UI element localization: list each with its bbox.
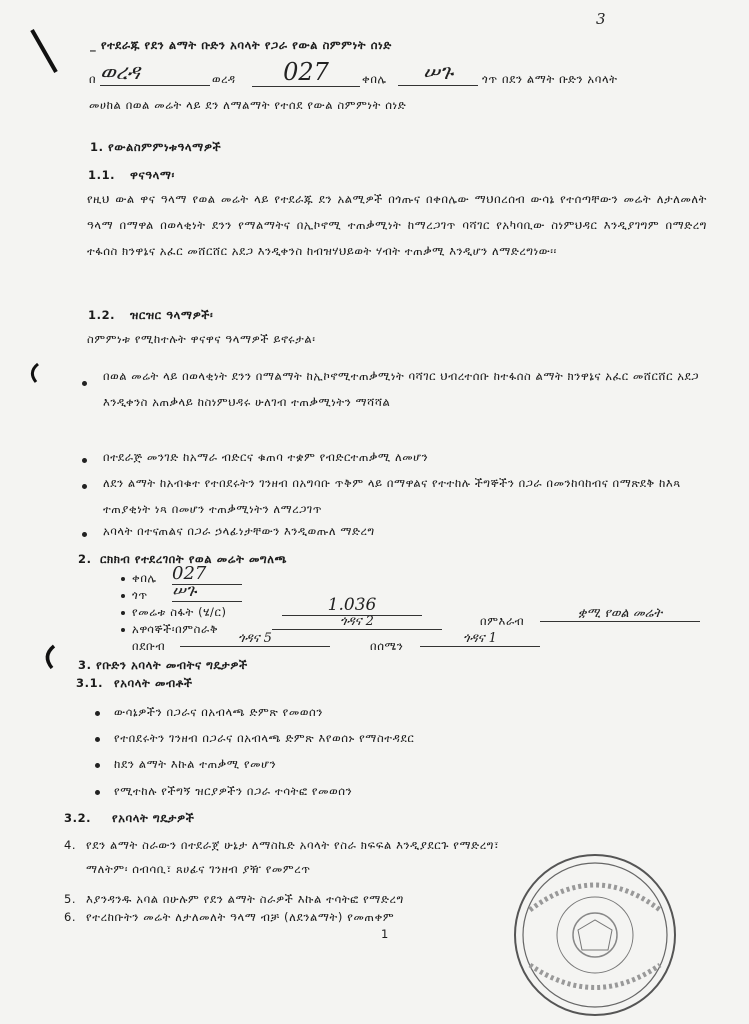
section11-title: ዋናዓላማ፡: [130, 168, 175, 182]
intro-prefix: በ: [89, 72, 97, 86]
section2-title: ርክክብ የተደረገበት የወል መሬት መግለጫ: [100, 552, 288, 566]
rights-dot-2: [95, 737, 100, 742]
s2-north-value: ጎዳና 1: [420, 631, 540, 647]
objective-bullet-3: ለደን ልማት ከአብቁተ የተበደሩትን ገንዘብ በአግባቡ ጥቅም ላይ በማዋልና የተተከሉ ችግኞችን በጋራ በመንከባከብና በማጽደቅ ከእጻ ተጠያቂነት ነጻ በመሆን ተጠቃሚነትን ለማረጋገጥ: [103, 476, 681, 516]
bullet-dot-3: [82, 484, 87, 489]
bullet-dot-4: [82, 532, 87, 537]
section5-num: 5.: [64, 892, 77, 906]
margin-paren-mark-1: [32, 364, 38, 382]
section6-num: 6.: [64, 910, 77, 924]
section4-num: 4.: [64, 838, 77, 852]
margin-slash-mark: [32, 30, 56, 72]
kebele-label: ቀበሌ: [362, 72, 387, 86]
right-item-1: ውሳኔዎችን በጋራና በአብላጫ ድምጽ የመወሰን: [114, 705, 323, 719]
rights-dot-4: [95, 790, 100, 795]
bullet-dot-1: [82, 381, 87, 386]
s2-dot-4: [121, 628, 125, 632]
page-number: 1: [381, 927, 389, 941]
section11-paragraph: የዚህ ውል ዋና ዓላማ የወል መሬት ላይ የተደራጁ ደን አልሚዎች በጎጡና በቀበሌው ማህበረሰብ ውሳኔ የተሰጣቸውን መሬት ለታለመለት ዓላማ በማዋል በወላቂነት ደንን የማልማትና በኢኮኖሚ ተጠቃሚነት ከማረጋገጥ ባሻገር የአካባቢው ስነምህዳር እንዲያገግም በማድረግ ተፋሰስ ክንዋኔና አፈር መሸርሸር አደጋ እንዲቀንስ ከብዝሃህይወት ሃብት ተጠቃሚ እንዲሆን ለማድረግነው፡፡: [87, 192, 707, 258]
bullet-dot-2: [82, 458, 87, 463]
s2-got-value: ሠጉ: [172, 581, 242, 602]
section32-num: 3.2.: [64, 811, 92, 825]
corner-page-mark: 3: [596, 10, 606, 28]
s2-south-value: ጎዳና 5: [180, 631, 330, 647]
s2-south-label: በደቡብ: [132, 639, 166, 653]
rights-dot-3: [95, 763, 100, 768]
right-item-3: ከደን ልማት እኩል ተጠቃሚ የመሆን: [114, 757, 277, 771]
document-title: _ የተደራጁ የደን ልማት ቡድን አባላት የጋራ የውል ስምምነት ሰነድ: [90, 38, 392, 52]
section1-title: 1. የውልስምምነቱዓላማዎች: [90, 140, 222, 154]
section4-line1: የደን ልማት ስራውን በተደራጀ ሁኔታ ለማስኬድ አባላት የስራ ክፍፍል እንዲያደርጉ የማድረግ፣: [86, 838, 500, 852]
section4-line2: ማለትም፡ ሰብሳቢ፣ ጸሀፊና ገንዘብ ያዥ የመምረጥ: [86, 862, 311, 876]
section32-title: የአባላት ግዴታዎች: [112, 811, 195, 825]
official-seal-stamp: [470, 850, 720, 1020]
section6-text: የተረከቡትን መሬት ለታለመለት ዓላማ ብቻ (ለደንልማት) የመጠቀም: [86, 910, 395, 924]
s2-east-value: ጎዳና 2: [272, 614, 442, 630]
section12-title: ዝርዝር ዓላማዎች፡: [130, 308, 214, 322]
section5-text: እያንዳንዱ አባል በሁሉም የደን ልማት ስራዎች እኩል ተሳትፎ የማድረግ: [86, 892, 404, 906]
region-handwritten: ወረዳ: [100, 60, 210, 86]
s2-dot-1: [121, 577, 125, 581]
woreda-label: ወረዳ: [212, 72, 236, 86]
s2-kebele-label: ቀበሌ: [132, 571, 157, 585]
s2-dot-3: [121, 611, 125, 615]
got-handwritten: ሠጉ: [398, 60, 478, 86]
intro-line1-rest: ጎጥ በደን ልማት ቡድን አባላት: [482, 72, 618, 86]
objective-bullet-4: አባላት በተናጠልና በጋራ ኃላፊነታቸውን እንዲወጡለ ማድረግ: [103, 524, 375, 538]
right-item-4: የሚተከሉ የችግኝ ዝርያዎችን በጋራ ተሳትፎ የመወሰን: [114, 784, 353, 798]
s2-north-label: በሰሜን: [370, 639, 404, 653]
objective-bullet-1: በወል መሬት ላይ በወላቂነት ደንን በማልማት ከኢኮኖሚተጠቃሚነት ባሻገር ህብረተሰቡ ከተፋሰስ ልማት ክንዋኔና አፈር መሸርሸር አደጋ እንዲቀንስ አጠቃላይ ከስነምህዳሩ ሁለገብ ተጠቃሚነትን ማሻሻል: [103, 369, 700, 409]
s2-dot-2: [121, 594, 125, 598]
section3-title: 3. የቡድን አባላት መብትና ግዴታዎች: [78, 658, 248, 672]
kebele-handwritten: 027: [252, 58, 360, 87]
s2-area-label: የመሬቱ ስፋት (ሄ/ር): [132, 605, 227, 619]
rights-dot-1: [95, 711, 100, 716]
intro-line2: መሀከል በወል መሬት ላይ ደን ለማልማት የተሰደ የውል ስምምነት ሰነድ: [89, 98, 407, 112]
section2-num: 2.: [78, 552, 92, 566]
section11-num: 1.1.: [88, 168, 116, 182]
s2-west-label: በምእራብ: [480, 614, 525, 628]
margin-paren-mark-2: [47, 646, 54, 668]
s2-kebele-value: 027: [172, 563, 242, 585]
objective-bullet-2: በተደራጅ መንገድ ከአማራ ብድርና ቁጠባ ተቋም የብድርተጠቃሚ ለመሆን: [103, 450, 429, 464]
s2-got-label: ጎጥ: [132, 588, 148, 602]
s2-neighbors-label: አዋሳኞች፡በምስራቅ: [132, 622, 219, 636]
s2-area-value: 1.036: [282, 595, 422, 616]
section12-num: 1.2.: [88, 308, 116, 322]
s2-west-value: ቋሚ የወል መሬት: [540, 606, 700, 622]
right-item-2: የተበደሩትን ገንዘብ በጋራና በአብላጫ ድምጽ እየወሰኑ የማስተዳደር: [114, 731, 415, 745]
section31-num: 3.1.: [76, 676, 104, 690]
section31-title: የአባላት መብቶች: [114, 676, 193, 690]
section12-intro: ስምምነቱ የሚከተሉት ዋናዋና ዓላማዎች ይኖሩታል፡: [87, 332, 316, 346]
